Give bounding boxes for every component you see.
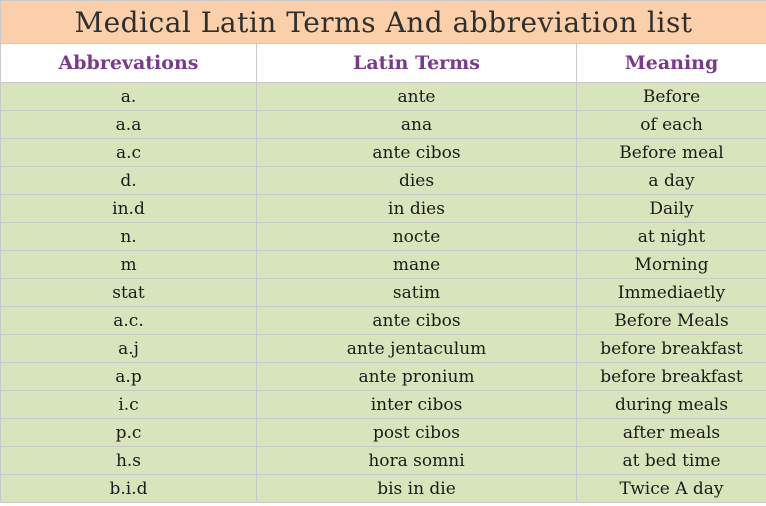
latin-term-cell: dies [257,167,577,195]
meaning-cell: Before [577,83,766,111]
abbreviation-cell: a.j [1,335,257,363]
table-row [1,195,766,223]
abbreviation-cell: a. [1,83,257,111]
latin-term-cell: post cibos [257,419,577,447]
abbreviation-cell: b.i.d [1,475,257,503]
table-body [1,83,766,503]
latin-term-cell: ante [257,83,577,111]
table-title: Medical Latin Terms And abbreviation list [1,1,766,44]
header-meaning: Meaning [577,44,766,83]
meaning-cell: before breakfast [577,335,766,363]
abbreviation-cell: m [1,251,257,279]
latin-term-cell: inter cibos [257,391,577,419]
latin-term-cell: ante jentaculum [257,335,577,363]
latin-term-cell: hora somni [257,447,577,475]
meaning-cell: Before meal [577,139,766,167]
meaning-cell: Immediaetly [577,279,766,307]
abbreviation-cell: p.c [1,419,257,447]
header-abbreviations: Abbrevations [1,44,257,83]
meaning-cell: of each [577,111,766,139]
latin-term-cell: satim [257,279,577,307]
abbreviation-cell: d. [1,167,257,195]
title-row [1,1,766,44]
abbreviation-cell: stat [1,279,257,307]
meaning-cell: during meals [577,391,766,419]
latin-term-cell: bis in die [257,475,577,503]
table-row [1,223,766,251]
meaning-cell: Before Meals [577,307,766,335]
meaning-cell: Twice A day [577,475,766,503]
abbreviation-cell: n. [1,223,257,251]
meaning-cell: before breakfast [577,363,766,391]
abbreviation-cell: a.c. [1,307,257,335]
table-row [1,475,766,503]
meaning-cell: Morning [577,251,766,279]
meaning-cell: after meals [577,419,766,447]
meaning-cell: at bed time [577,447,766,475]
table-row [1,251,766,279]
abbreviation-cell: a.p [1,363,257,391]
abbreviation-cell: in.d [1,195,257,223]
abbreviation-cell: i.c [1,391,257,419]
header-latin-terms: Latin Terms [257,44,577,83]
latin-term-cell: ana [257,111,577,139]
latin-term-cell: ante pronium [257,363,577,391]
table-row [1,419,766,447]
latin-term-cell: in dies [257,195,577,223]
meaning-cell: at night [577,223,766,251]
abbreviation-cell: a.a [1,111,257,139]
table-row [1,279,766,307]
latin-term-cell: mane [257,251,577,279]
table-row [1,363,766,391]
latin-term-cell: nocte [257,223,577,251]
table-row [1,307,766,335]
table-row [1,83,766,111]
meaning-cell: a day [577,167,766,195]
abbreviation-cell: h.s [1,447,257,475]
latin-term-cell: ante cibos [257,307,577,335]
table-row [1,139,766,167]
meaning-cell: Daily [577,195,766,223]
table-row [1,167,766,195]
abbreviation-cell: a.c [1,139,257,167]
table-row [1,111,766,139]
table-row [1,447,766,475]
table-row [1,391,766,419]
table-row [1,335,766,363]
latin-term-cell: ante cibos [257,139,577,167]
header-row [1,44,766,83]
